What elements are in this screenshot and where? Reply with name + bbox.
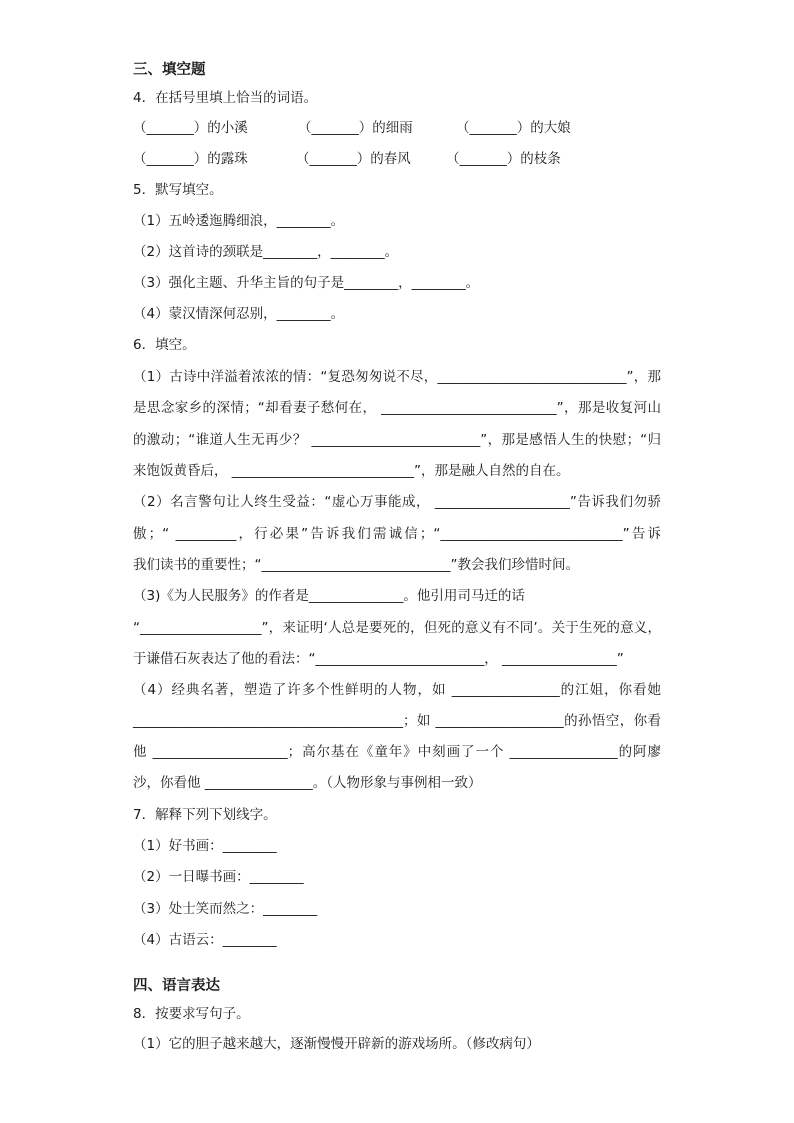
question-6-stem: 6．填空。 — [133, 337, 196, 353]
q6-p4-line-1[interactable]: （4）经典名著，塑造了许多个性鲜明的人物，如 ________________的江姐，你看她 — [133, 682, 661, 698]
q6-p1-line-3[interactable]: 的激动；“谁道人生无再少？ _________________________”，那是感悟人生的快慰；“归 — [133, 432, 661, 448]
q7-item-2[interactable]: （2）一日曝书画：________ — [133, 869, 304, 885]
q7-item-4[interactable]: （4）古语云：________ — [133, 932, 277, 948]
q7-item-1[interactable]: （1）好书画：________ — [133, 838, 277, 854]
q8-item-1: （1）它的胆子越来越大，逐渐慢慢开辟新的游戏场所。（修改病句） — [133, 1036, 540, 1052]
q6-p4-line-2[interactable]: ________________________________________；如 ___________________的孙悟空，你看 — [133, 713, 661, 729]
q6-p3-line-3[interactable]: 于谦借石灰表达了他的看法：“_________________________， _________________” — [133, 651, 624, 667]
q5-item-3[interactable]: （3）强化主题、升华主旨的句子是________，________。 — [133, 275, 480, 291]
q6-p2-line-2[interactable]: 傲；“ _________，行必果”告诉我们需诚信；“___________________________”告诉 — [133, 526, 661, 542]
q5-item-2[interactable]: （2）这首诗的颈联是________，________。 — [133, 244, 399, 260]
q5-item-1[interactable]: （1）五岭逶迤腾细浪，________。 — [133, 213, 345, 229]
q6-p4-line-4[interactable]: 沙，你看他 ________________。（人物形象与事例相一致） — [133, 775, 482, 791]
question-8-stem: 8．按要求写句子。 — [133, 1006, 250, 1022]
question-7-stem: 7．解释下列下划线字。 — [133, 807, 277, 823]
q6-p1-line-1[interactable]: （1）古诗中洋溢着浓浓的情：“复恐匆匆说不尽，____________________________”，那 — [133, 369, 661, 385]
q6-p3-line-1[interactable]: （3)《为人民服务》的作者是______________。他引用司马迁的话 — [133, 588, 525, 604]
q4-blank-5[interactable]: （_______）的春风 — [296, 151, 411, 167]
q5-item-4[interactable]: （4）蒙汉情深何忍别，________。 — [133, 306, 345, 322]
q4-blank-4[interactable]: （_______）的露珠 — [133, 151, 248, 167]
q6-p1-line-4[interactable]: 来饱饭黄昏后， ___________________________”，那是融人自然的自在。 — [133, 463, 570, 479]
q6-p1-line-2[interactable]: 是思念家乡的深情；“却看妻子愁何在， __________________________”，那是收复河山 — [133, 400, 661, 416]
section-title-language-expression: 四、语言表达 — [133, 978, 220, 994]
q7-item-3[interactable]: （3）处士笑而然之：________ — [133, 901, 318, 917]
q6-p4-line-3[interactable]: 他 ____________________；高尔基在《童年》中刻画了一个 ________________的阿廖 — [133, 744, 661, 760]
q4-blank-3[interactable]: （_______）的大娘 — [456, 120, 571, 136]
q6-p2-line-3[interactable]: 我们读书的重要性；“____________________________”教会我们珍惜时间。 — [133, 557, 579, 573]
section-title-fill-in: 三、填空题 — [133, 62, 206, 78]
question-5-stem: 5．默写填空。 — [133, 182, 223, 198]
q6-p3-line-2[interactable]: “__________________”，来证明‘人总是要死的，但死的意义有不同’。关于生死的意义， — [133, 620, 661, 636]
q4-blank-1[interactable]: （_______）的小溪 — [133, 120, 248, 136]
q4-blank-2[interactable]: （_______）的细雨 — [298, 120, 413, 136]
question-4-stem: 4．在括号里填上恰当的词语。 — [133, 90, 318, 106]
q4-blank-6[interactable]: （_______）的枝条 — [446, 151, 561, 167]
q6-p2-line-1[interactable]: （2）名言警句让人终生受益：“虚心万事能成， ____________________”告诉我们勿骄 — [133, 494, 661, 510]
